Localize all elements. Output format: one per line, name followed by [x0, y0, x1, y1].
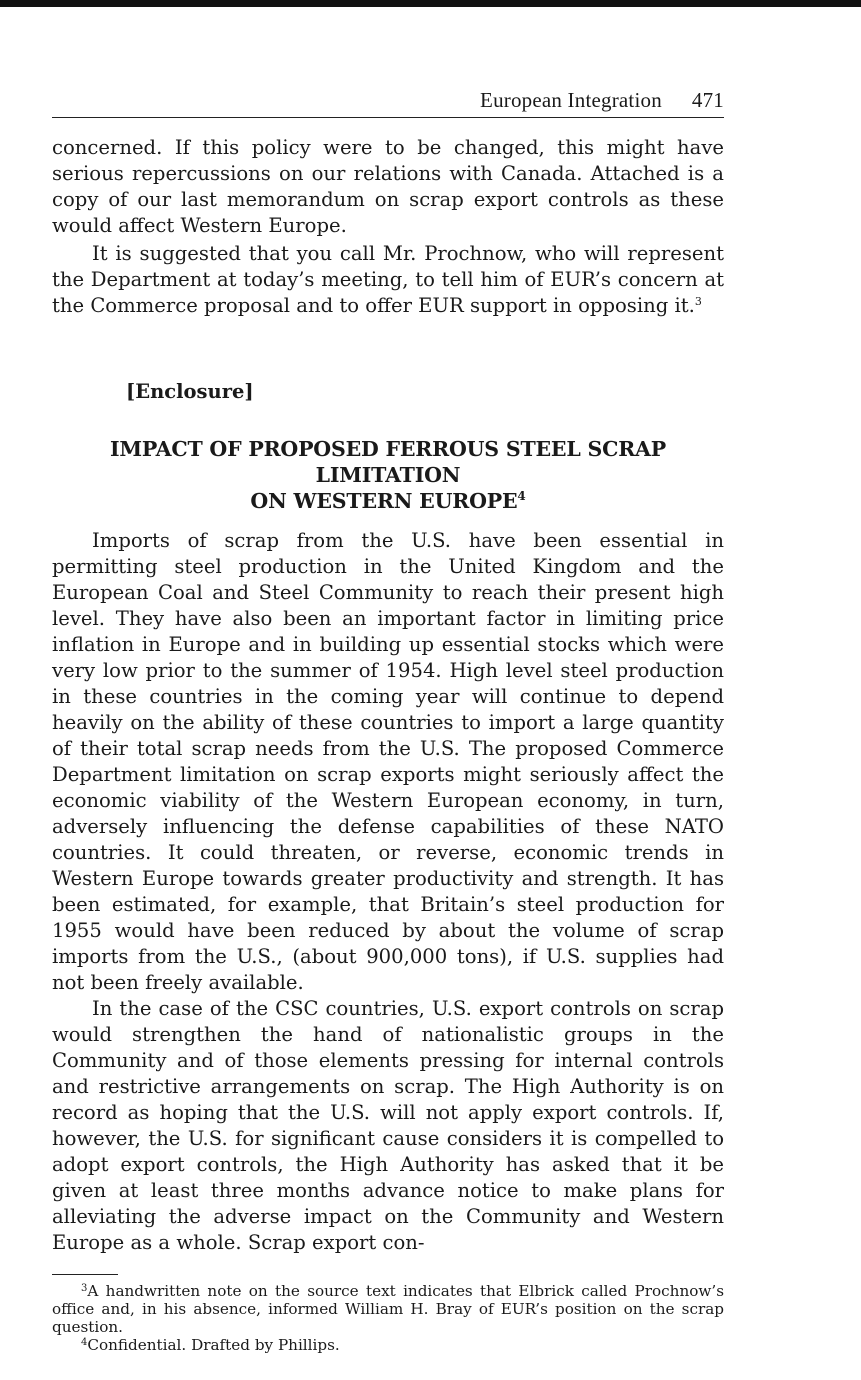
page-top-edge [0, 0, 861, 7]
footnote-rule [52, 1274, 118, 1275]
footnote-reference-3: 3 [694, 295, 702, 308]
footnote-text: Confidential. Drafted by Phillips. [87, 1336, 340, 1354]
document-page [52, 88, 724, 1354]
footnote-reference-4: 4 [517, 489, 526, 503]
paragraph-text: concerned. If this policy were to be changed, this might have serious repercussions on our relations with Canada. Attached is a copy of our last memorandum on scrap export controls as these would affect Western Europe. [52, 136, 724, 237]
paragraph-scrap-imports: Imports of scrap from the U.S. have been essential in permitting steel production in the United Kingdom and the European Coal and Steel Community to reach their present high level. They have also been an important factor in limiting price inflation in Europe and in building up essential stocks which were very low prior to the summer of 1954. High level steel production in these countries in the coming year will continue to depend heavily on the ability of these countries to import a large quantity of their total scrap needs from the U.S. The proposed Commerce Department limitation on scrap exports might seriously affect the economic viability of the Western European economy, in turn, adversely influencing the defense capabilities of these NATO countries. It could threaten, or reverse, economic trends in Western Europe towards greater productivity and strength. It has been estimated, for example, that Britain’s steel production for 1955 would have been reduced by about the volume of scrap imports from the U.S., (about 900,000 tons), if U.S. supplies had not been freely available. [52, 529, 724, 994]
footnote-text: A handwritten note on the source text indicates that Elbrick called Prochnow’s office and, in his absence, informed William H. Bray of EUR’s position on the scrap question. [52, 1282, 724, 1336]
paragraph-csc-countries: In the case of the CSC countries, U.S. export controls on scrap would strengthen the hand of nationalistic groups in the Community and of those elements pressing for internal controls and restrictive arrangements on scrap. The High Authority is on record as hoping that the U.S. will not apply export controls. If, however, the U.S. for significant cause considers it is compelled to adopt export controls, the High Authority has asked that it be given at least three months advance notice to make plans for alleviating the adverse impact on the Community and Western Europe as a whole. Scrap export con- [52, 997, 724, 1254]
paragraph-text: It is suggested that you call Mr. Prochnow, who will represent the Department at today’s meeting, to tell him of EUR’s concern at the Commerce proposal and to offer EUR support in opposing it. [52, 242, 724, 317]
footnote-marker: 3 [81, 1283, 88, 1294]
running-head [52, 88, 724, 118]
heading-line-2: ON WESTERN EUROPE [250, 489, 518, 513]
paragraph-continuation [52, 135, 724, 239]
footnote-3 [52, 1282, 724, 1336]
running-head-title: European Integration [480, 88, 662, 112]
paragraph-suggestion [52, 241, 724, 319]
enclosure-heading [52, 436, 724, 514]
enclosure-label: [Enclosure] [126, 380, 254, 403]
footnote-4 [52, 1336, 724, 1354]
heading-line-1: IMPACT OF PROPOSED FERROUS STEEL SCRAP LIMITATION [110, 437, 666, 487]
page-number: 471 [691, 88, 724, 112]
footnote-marker: 4 [81, 1337, 88, 1348]
